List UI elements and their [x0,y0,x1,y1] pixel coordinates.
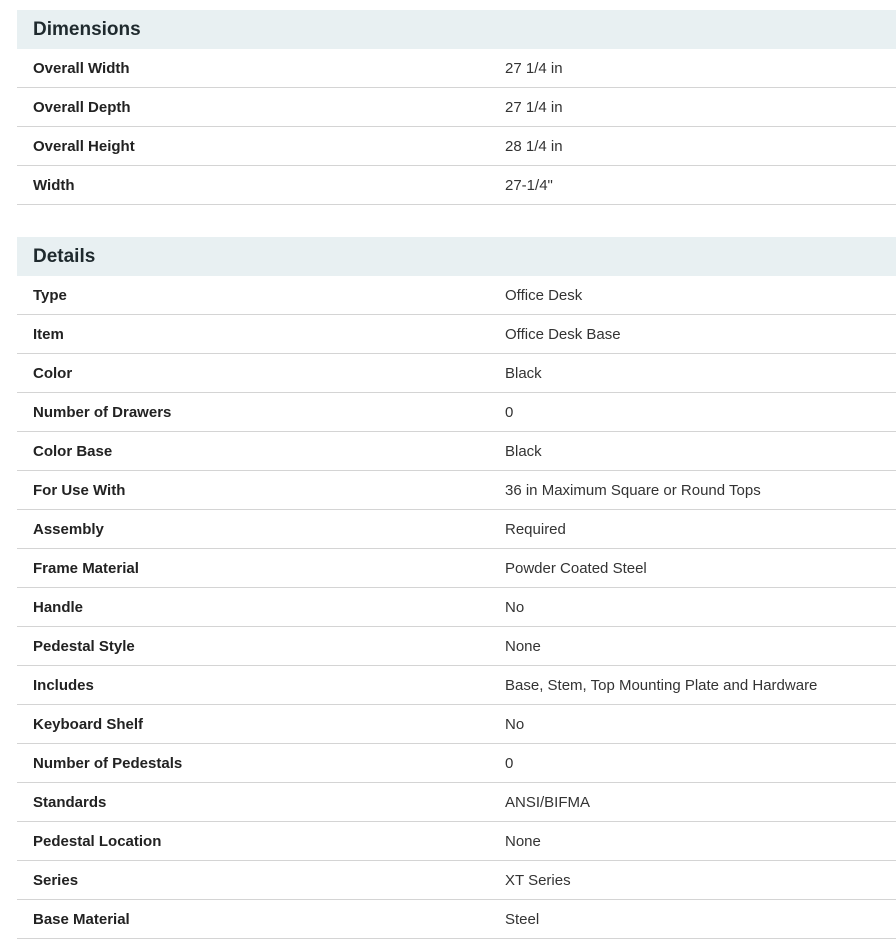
spec-label: Number of Pedestals [33,754,183,772]
spec-row [17,666,896,705]
spec-label: Overall Depth [33,98,131,116]
spec-value: Required [505,520,566,538]
spec-value: 27 1/4 in [505,98,563,116]
spec-value: No [505,715,525,733]
spec-value: 0 [505,754,514,772]
spec-value: None [505,832,541,850]
spec-label: Keyboard Shelf [33,715,144,733]
spec-value: 0 [505,403,514,421]
spec-value: 36 in Maximum Square or Round Tops [505,481,761,499]
spec-row [17,393,896,432]
spec-label: Overall Height [33,137,135,155]
spec-value: 28 1/4 in [505,137,563,155]
spec-label: Frame Material [33,559,139,577]
spec-label: Item [33,325,64,343]
spec-row [17,354,896,393]
spec-row [17,627,896,666]
spec-value: Black [505,364,542,382]
spec-row [17,549,896,588]
spec-value: No [505,598,525,616]
spec-value: XT Series [505,871,571,889]
spec-label: Pedestal Style [33,637,135,655]
spec-row [17,166,896,205]
spec-label: For Use With [33,481,126,499]
spec-label: Overall Width [33,59,130,77]
spec-row [17,315,896,354]
spec-label: Series [33,871,79,889]
spec-value: 27 1/4 in [505,59,563,77]
spec-label: Assembly [33,520,104,538]
spec-row [17,127,896,166]
spec-value: None [505,637,541,655]
spec-value: Office Desk [505,286,583,304]
spec-row [17,588,896,627]
details-section [17,237,896,939]
section-title: Dimensions [17,10,896,49]
spec-value: Base, Stem, Top Mounting Plate and Hardware [505,676,818,694]
spec-row [17,471,896,510]
spec-label: Color Base [33,442,113,460]
spec-value: Steel [505,910,540,928]
spec-row [17,861,896,900]
spec-value: Black [505,442,542,460]
spec-label: Pedestal Location [33,832,162,850]
spec-value: Powder Coated Steel [505,559,647,577]
spec-value: Office Desk Base [505,325,621,343]
spec-label: Base Material [33,910,130,928]
spec-label: Width [33,176,75,194]
spec-label: Number of Drawers [33,403,172,421]
spec-row [17,744,896,783]
spec-label: Includes [33,676,94,694]
spec-row [17,49,896,88]
spec-row [17,822,896,861]
spec-row [17,88,896,127]
spec-row [17,900,896,939]
spec-label: Handle [33,598,84,616]
spec-label: Standards [33,793,107,811]
dimensions-section [17,10,896,205]
spec-row [17,276,896,315]
section-title: Details [17,237,896,276]
spec-row [17,783,896,822]
spec-row [17,705,896,744]
spec-value: ANSI/BIFMA [505,793,591,811]
spec-label: Color [33,364,73,382]
spec-value: 27-1/4" [505,176,553,194]
spec-label: Type [33,286,67,304]
spec-row [17,510,896,549]
spec-row [17,432,896,471]
